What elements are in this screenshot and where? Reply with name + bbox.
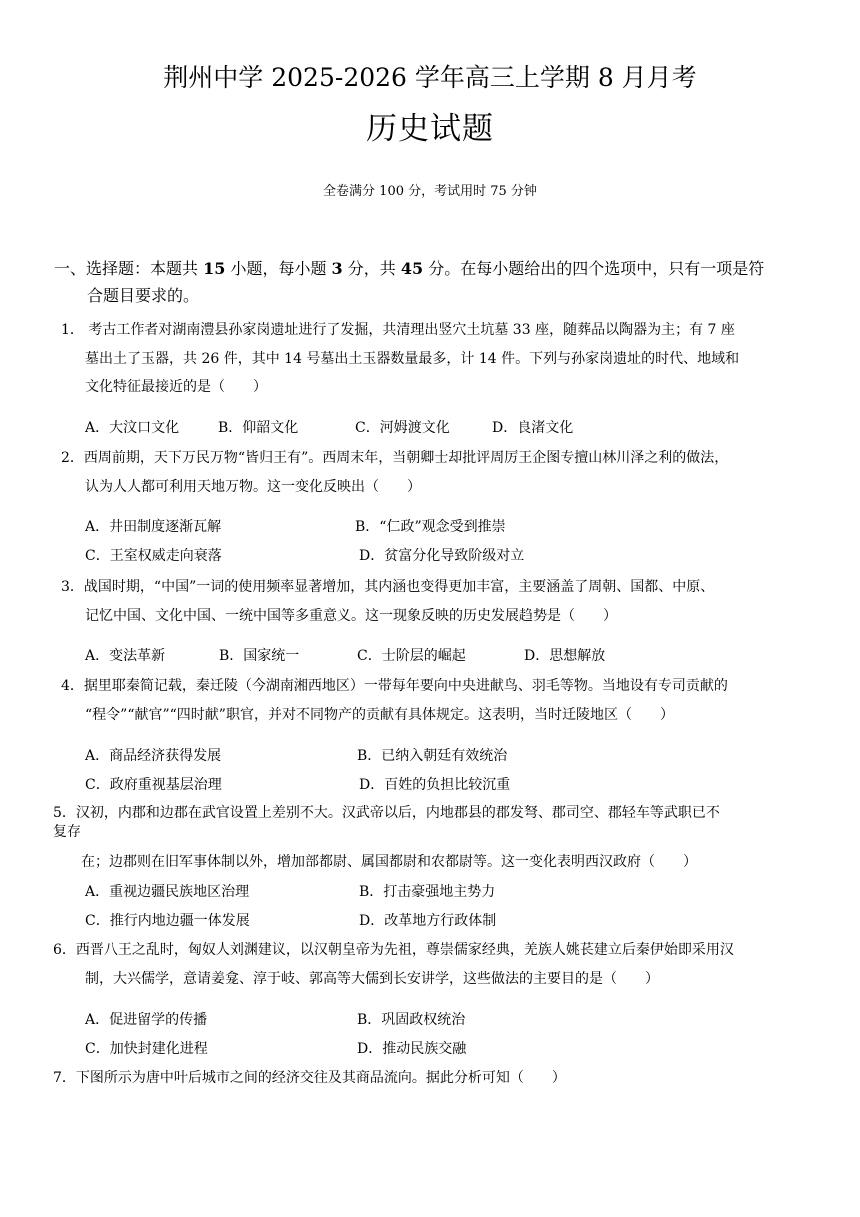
question-5-line-3: 在；边郡则在旧军事体制以外，增加部都尉、属国都尉和农都尉等。这一变化表明西汉政府（ ） bbox=[81, 854, 697, 870]
question-5-option-a[interactable]: A．重视边疆民族地区治理 bbox=[85, 884, 250, 900]
question-1-line-2: 墓出土了玉器，共 26 件，其中 14 号墓出土玉器数量最多，计 14 件。下列与孙家岗遗址的时代、地域和 bbox=[85, 351, 740, 367]
section-heading-line2: 合题目要求的。 bbox=[87, 286, 200, 305]
question-1-line-3: 文化特征最接近的是（ ） bbox=[85, 379, 267, 395]
exam-note: 全卷满分 100 分，考试用时 75 分钟 bbox=[323, 184, 537, 199]
question-4-line-2: “程令”“献官”“四时献”职官，并对不同物产的贡献有具体规定。这表明，当时迁陵地区（ ） bbox=[85, 707, 674, 723]
question-2-line-1: 2．西周前期，天下万民万物“皆归王有”。西周末年，当朝卿士却批评周厉王企图专擅山林川泽之利的做法， bbox=[61, 450, 729, 466]
question-2-option-a[interactable]: A．井田制度逐渐瓦解 bbox=[85, 519, 222, 535]
question-1-option-c[interactable]: C．河姆渡文化 bbox=[355, 420, 450, 436]
question-6-line-2: 制，大兴儒学，意请姜龛、淳于岐、郭高等大儒到长安讲学，这些做法的主要目的是（ ） bbox=[85, 971, 659, 987]
question-2-option-b[interactable]: B．“仁政”观念受到推崇 bbox=[355, 519, 506, 535]
question-6-option-b[interactable]: B．巩固政权统治 bbox=[357, 1012, 466, 1028]
question-1-option-a[interactable]: A．大汶口文化 bbox=[85, 420, 180, 436]
question-1-line-1: 1． 考古工作者对湖南澧县孙家岗遗址进行了发掘，共清理出竖穴土坑墓 33 座，随葬品以陶器为主；有 7 座 bbox=[61, 322, 735, 338]
question-5-option-d[interactable]: D．改革地方行政体制 bbox=[359, 913, 497, 929]
question-1-option-b[interactable]: B．仰韶文化 bbox=[218, 420, 299, 436]
question-2-option-c[interactable]: C．王室权威走向衰落 bbox=[85, 548, 222, 564]
question-2-line-2: 认为人人都可利用天地万物。这一变化反映出（ ） bbox=[85, 479, 421, 495]
question-5-option-c[interactable]: C．推行内地边疆一体发展 bbox=[85, 913, 250, 929]
question-6-line-1: 6．西晋八王之乱时，匈奴人刘渊建议，以汉朝皇帝为先祖，尊崇儒家经典，羌族人姚苌建立后秦伊始即采用汉 bbox=[53, 942, 734, 958]
question-4-option-a[interactable]: A．商品经济获得发展 bbox=[85, 748, 222, 764]
question-4-line-1: 4．据里耶秦简记载，秦迁陵（今湖南湘西地区）一带每年要向中央进献鸟、羽毛等物。当地设有专司贡献的 bbox=[61, 678, 728, 694]
question-6-option-c[interactable]: C．加快封建化进程 bbox=[85, 1041, 208, 1057]
question-4-option-d[interactable]: D．百姓的负担比较沉重 bbox=[359, 777, 511, 793]
question-3-line-2: 记忆中国、文化中国、一统中国等多重意义。这一现象反映的历史发展趋势是（ ） bbox=[85, 608, 617, 624]
question-4-option-b[interactable]: B．已纳入朝廷有效统治 bbox=[357, 748, 508, 764]
question-7-line-1: 7．下图所示为唐中叶后城市之间的经济交往及其商品流向。据此分析可知（ ） bbox=[53, 1070, 566, 1086]
section-heading: 一、选择题：本题共 15 小题，每小题 3 分，共 45 分。在每小题给出的四个选项中，只有一项是符 bbox=[54, 259, 765, 278]
exam-subtitle: 历史试题 bbox=[366, 111, 494, 147]
question-3-line-1: 3．战国时期，“中国”一词的使用频率显著增加，其内涵也变得更加丰富，主要涵盖了周朝、国都、中原、 bbox=[61, 579, 715, 595]
question-5-option-b[interactable]: B．打击豪强地主势力 bbox=[359, 884, 496, 900]
exam-title: 荆州中学 2025-2026 学年高三上学期 8 月月考 bbox=[163, 63, 697, 92]
question-5-line-2: 复存 bbox=[53, 824, 81, 840]
question-2-option-d[interactable]: D．贫富分化导致阶级对立 bbox=[359, 548, 525, 564]
question-3-option-c[interactable]: C．士阶层的崛起 bbox=[357, 648, 466, 664]
question-6-option-d[interactable]: D．推动民族交融 bbox=[357, 1041, 467, 1057]
question-1-option-d[interactable]: D．良渚文化 bbox=[492, 420, 574, 436]
question-6-option-a[interactable]: A．促进留学的传播 bbox=[85, 1012, 208, 1028]
question-5-line-1: 5．汉初，内郡和边郡在武官设置上差别不大。汉武帝以后，内地郡县的郡发弩、郡司空、郡轻车等武职已不 bbox=[53, 805, 720, 821]
question-3-option-a[interactable]: A．变法革新 bbox=[85, 648, 166, 664]
question-3-option-d[interactable]: D．思想解放 bbox=[524, 648, 606, 664]
question-4-option-c[interactable]: C．政府重视基层治理 bbox=[85, 777, 222, 793]
question-3-option-b[interactable]: B．国家统一 bbox=[219, 648, 300, 664]
